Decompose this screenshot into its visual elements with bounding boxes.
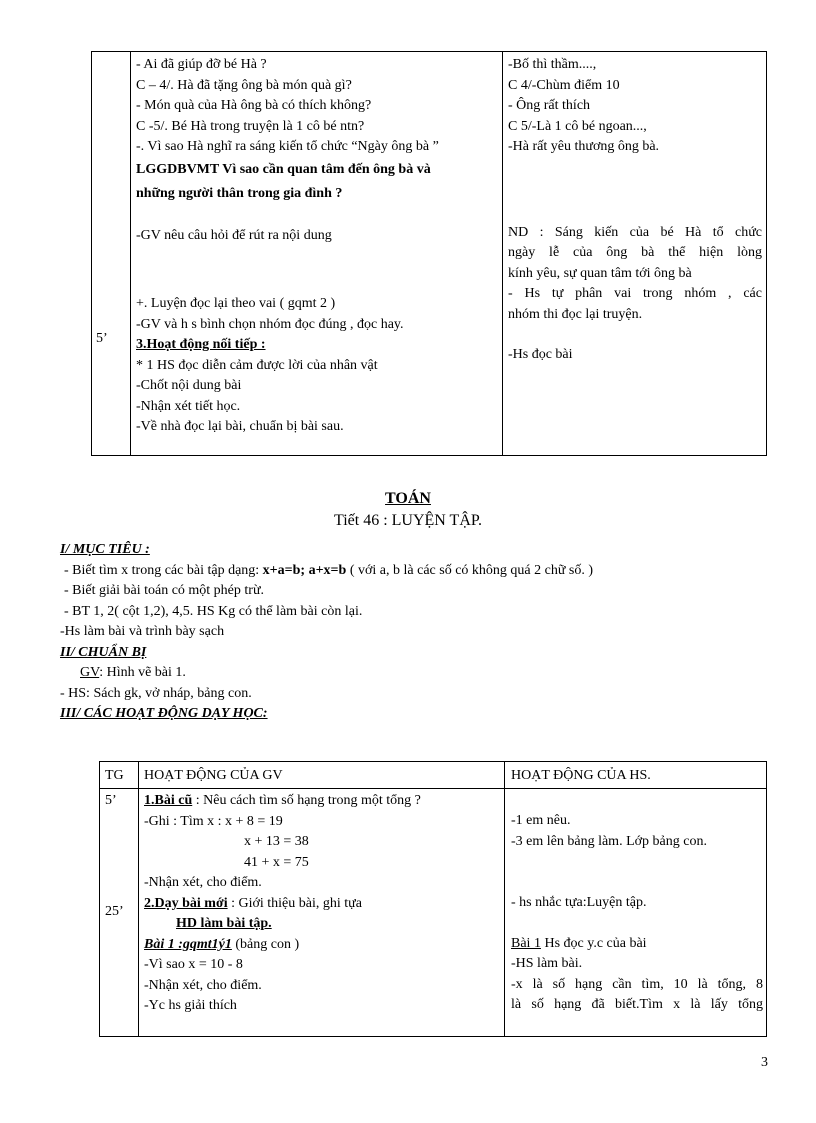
header-tg: TG (105, 768, 124, 783)
page-number: 3 (761, 1055, 768, 1070)
hs-line: -1 em nêu. (511, 813, 571, 828)
hs-line: -3 em lên bảng làm. Lớp bảng con. (511, 833, 707, 849)
gv-line: - Món quà của Hà ông bà có thích không? (136, 98, 372, 113)
lesson-body (60, 540, 760, 725)
hs-line: kính yêu, sự quan tâm tới ông bà (508, 265, 692, 281)
section-heading: 3.Hoạt động nối tiếp : (136, 337, 266, 352)
gv-line: C -5/. Bé Hà trong truyện là 1 cô bé ntn? (136, 118, 365, 134)
time-cell: 25’ (105, 904, 124, 919)
gv-line: -. Vì sao Hà nghĩ ra sáng kiến tổ chức “Ngày ông bà ” (136, 139, 439, 154)
gv-line: C – 4/. Hà đã tặng ông bà món quà gì? (136, 77, 352, 93)
gv-line: LGGDBVMT Vì sao cần quan tâm đến ông bà và (136, 161, 431, 177)
hs-line: là số hạng đã biết.Tìm x là lấy tổng (511, 997, 763, 1012)
objective-item: - Biết giải bài toán có một phép trừ. (64, 583, 265, 598)
gv-line: -Nhận xét, cho điểm. (144, 977, 262, 993)
gv-line: -GV và h s bình chọn nhóm đọc đúng , đọc hay. (136, 316, 404, 332)
gv-line: Bài 1 :gqmt1ý1 (bảng con ) (144, 936, 300, 952)
hs-line: -HS làm bài. (511, 956, 583, 971)
objective-item: -Hs làm bài và trình bày sạch (60, 624, 225, 639)
gv-line: 2.Dạy bài mới : Giới thiệu bài, ghi tựa (144, 895, 362, 911)
hs-line: C 4/-Chùm điểm 10 (508, 77, 620, 93)
hs-line: ND : Sáng kiến của bé Hà tổ chức (508, 224, 762, 240)
hs-line: - hs nhắc tựa:Luyện tập. (511, 895, 647, 910)
gv-line: -GV nêu câu hỏi để rút ra nội dung (136, 227, 332, 243)
hs-line: - Ông rất thích (508, 98, 591, 113)
hs-line: -Bố thì thầm...., (508, 57, 597, 72)
column-divider (138, 762, 139, 1036)
gv-line: -Ghi : Tìm x : x + 8 = 19 (144, 813, 283, 829)
hs-line: -Hà rất yêu thương ông bà. (508, 139, 660, 154)
objective-item: - BT 1, 2( cột 1,2), 4,5. HS Kg có thể làm bài còn lại. (64, 603, 363, 619)
hs-line: C 5/-Là 1 cô bé ngoan..., (508, 118, 647, 134)
column-divider (504, 762, 505, 1036)
prep-teacher: GV: Hình vẽ bài 1. (80, 665, 186, 680)
gv-line: -Chốt nội dung bài (136, 378, 242, 393)
time-cell: 5’ (96, 331, 108, 346)
gv-line: những người thân trong gia đình ? (136, 185, 343, 201)
gv-line: x + 13 = 38 (244, 834, 309, 849)
student-activity-cell (508, 55, 762, 366)
hs-line: ngày lễ của ông bà thể hiện lòng (508, 245, 762, 260)
column-divider (130, 52, 131, 455)
gv-subheading: HD làm bài tập. (176, 916, 272, 931)
prep-heading: II/ CHUẨN BỊ (60, 644, 147, 660)
teacher-activity-cell (144, 791, 499, 1017)
prep-student: - HS: Sách gk, vở nháp, bảng con. (60, 685, 252, 701)
hs-line: -Hs đọc bài (508, 347, 573, 362)
time-cell: 5’ (105, 793, 117, 808)
gv-line: -Vì sao x = 10 - 8 (144, 957, 243, 972)
hs-line: nhóm thi đọc lại truyện. (508, 306, 643, 322)
student-activity-cell (511, 791, 763, 1016)
header-gv: HOẠT ĐỘNG CỦA GV (144, 768, 283, 783)
gv-line: -Nhận xét, cho điểm. (144, 875, 262, 890)
teacher-activity-cell (136, 55, 496, 438)
header-divider (100, 788, 766, 789)
gv-line: +. Luyện đọc lại theo vai ( gqmt 2 ) (136, 296, 336, 311)
gv-line: -Nhận xét tiết học. (136, 398, 241, 414)
gv-line: 41 + x = 75 (244, 854, 309, 870)
header-hs: HOẠT ĐỘNG CỦA HS. (511, 768, 651, 783)
activities-heading: III/ CÁC HOẠT ĐỘNG DẠY HỌC: (60, 706, 268, 721)
hs-line: -x là số hạng cần tìm, 10 là tổng, 8 (511, 976, 763, 992)
lesson-table-1 (91, 51, 767, 456)
objective-item: - Biết tìm x trong các bài tập dạng: x+a=b; a+x=b ( với a, b là các số có không quá 2 chữ số. ) (64, 562, 594, 578)
lesson-title-block (0, 488, 816, 532)
objectives-heading: I/ MỤC TIÊU : (60, 542, 150, 557)
gv-line: 1.Bài cũ : Nêu cách tìm số hạng trong một tổng ? (144, 793, 421, 808)
lesson-title: Tiết 46 : LUYỆN TẬP. (333, 512, 483, 529)
gv-line: -Về nhà đọc lại bài, chuẩn bị bài sau. (136, 419, 344, 434)
gv-line: * 1 HS đọc diễn cảm được lời của nhân vật (136, 357, 378, 373)
lesson-table-2 (99, 761, 767, 1037)
column-divider (502, 52, 503, 455)
gv-line: - Ai đã giúp đỡ bé Hà ? (136, 57, 267, 72)
subject-title: TOÁN (385, 490, 431, 507)
gv-line: -Yc hs giải thích (144, 998, 237, 1013)
hs-line: Bài 1 Hs đọc y.c của bài (511, 935, 647, 951)
hs-line: - Hs tự phân vai trong nhóm , các (508, 286, 762, 301)
